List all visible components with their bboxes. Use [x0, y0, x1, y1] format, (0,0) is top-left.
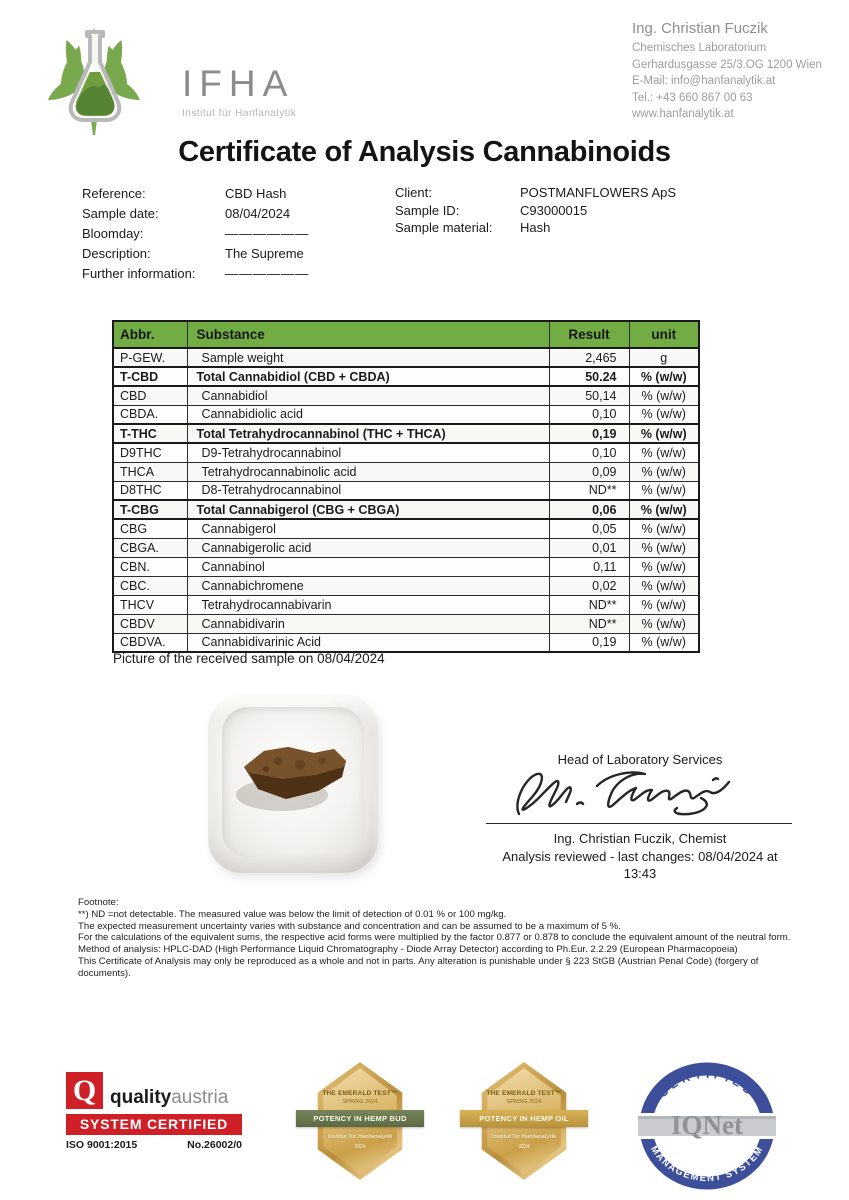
cell-substance: Total Cannabidiol (CBD + CBDA)	[187, 367, 549, 386]
info-row	[395, 202, 725, 220]
cell-abbr: CBG	[113, 519, 187, 538]
cell-substance: Cannabigerolic acid	[187, 538, 549, 557]
cell-result: ND**	[549, 614, 629, 633]
col-header-result: Result	[549, 321, 629, 348]
info-value: ——————	[225, 226, 309, 241]
cell-unit: % (w/w)	[629, 443, 699, 462]
logo-brand-text: IFHA	[182, 63, 295, 104]
emerald-season: SPRING 2024	[506, 1099, 542, 1105]
contact-line: E-Mail: info@hanfanalytik.at	[632, 75, 776, 87]
cell-substance: Cannabidiol	[187, 386, 549, 405]
info-row	[82, 224, 382, 244]
analysis-reviewed-time: 13:43	[623, 866, 657, 881]
cell-result: 50,14	[549, 386, 629, 405]
qa-brand-light: austria	[171, 1087, 229, 1108]
cell-substance: Tetrahydrocannabinolic acid	[187, 462, 549, 481]
cell-substance: D9-Tetrahydrocannabinol	[187, 443, 549, 462]
cell-unit: % (w/w)	[629, 367, 699, 386]
cell-result: 0,11	[549, 557, 629, 576]
cell-result: 0,10	[549, 405, 629, 424]
cell-abbr: D8THC	[113, 481, 187, 500]
contact-line: Chemisches Laboratorium	[632, 42, 767, 54]
table-row	[113, 443, 699, 462]
iqnet-seal-icon	[618, 1058, 796, 1198]
cell-abbr: THCA	[113, 462, 187, 481]
cell-substance: Sample weight	[187, 348, 549, 367]
cannabis-leaf-flask-icon	[32, 24, 312, 136]
hash-sample-image	[230, 737, 356, 821]
col-header-abbr: Abbr.	[113, 321, 187, 348]
table-row	[113, 538, 699, 557]
info-label: Bloomday:	[82, 226, 144, 241]
cell-result: 0,06	[549, 500, 629, 519]
cell-result: 0,01	[549, 538, 629, 557]
info-label: Description:	[82, 246, 151, 261]
picture-caption: Picture of the received sample on 08/04/2024	[113, 651, 385, 666]
cell-result: ND**	[549, 595, 629, 614]
contact-line: www.hanfanalytik.at	[632, 108, 734, 120]
qa-system-certified-banner: SYSTEM CERTIFIED	[66, 1114, 242, 1135]
contact-line: Tel.: +43 660 867 00 63	[632, 91, 753, 104]
cell-unit: % (w/w)	[629, 519, 699, 538]
cell-abbr: CBD	[113, 386, 187, 405]
info-value: Hash	[520, 220, 551, 235]
table-row	[113, 462, 699, 481]
qa-cert-number: No.26002/0	[187, 1139, 242, 1151]
contact-line: Gerhardusgasse 25/3.OG 1200 Wien	[632, 58, 822, 71]
cell-abbr: CBC.	[113, 576, 187, 595]
cell-abbr: P-GEW.	[113, 348, 187, 367]
emerald-test-oil-badge	[456, 1058, 592, 1198]
info-label: Sample date:	[82, 206, 159, 221]
col-header-unit: unit	[629, 321, 699, 348]
cell-result: 2,465	[549, 348, 629, 367]
cell-substance: Tetrahydrocannabivarin	[187, 595, 549, 614]
table-row	[113, 519, 699, 538]
cell-abbr: T-THC	[113, 424, 187, 443]
emerald-title: THE EMERALD TEST™	[322, 1090, 398, 1097]
info-value: CBD Hash	[225, 186, 287, 201]
cell-unit: % (w/w)	[629, 405, 699, 424]
cell-abbr: CBN.	[113, 557, 187, 576]
table-row	[113, 405, 699, 424]
sample-photo	[208, 695, 378, 873]
cell-abbr: CBDVA.	[113, 633, 187, 652]
iqnet-badge	[618, 1058, 796, 1200]
info-row	[82, 204, 382, 224]
cell-unit: % (w/w)	[629, 557, 699, 576]
cell-unit: % (w/w)	[629, 595, 699, 614]
info-row	[82, 184, 382, 204]
table-header-row	[113, 321, 699, 348]
cell-substance: Total Cannabigerol (CBG + CBGA)	[187, 500, 549, 519]
info-label: Further information:	[82, 266, 196, 281]
cell-abbr: T-CBD	[113, 367, 187, 386]
emerald-title: THE EMERALD TEST™	[486, 1090, 562, 1097]
iqnet-management-text: MANAGEMENT SYSTEM	[647, 1144, 767, 1185]
cell-abbr: T-CBG	[113, 500, 187, 519]
results-table	[112, 320, 700, 653]
table-row	[113, 424, 699, 443]
cell-substance: Cannabidiolic acid	[187, 405, 549, 424]
cell-result: 0,02	[549, 576, 629, 595]
table-row	[113, 633, 699, 652]
footnote-line: The expected measurement uncertainty varies with substance and concentration and can be assumed to be a maximum of 5 %.	[78, 920, 621, 932]
cell-abbr: CBDA.	[113, 405, 187, 424]
emerald-season: SPRING 2024	[342, 1099, 378, 1105]
info-label: Reference:	[82, 186, 146, 201]
analysis-reviewed-text: Analysis reviewed - last changes: 08/04/2024 at	[502, 849, 778, 864]
cell-unit: % (w/w)	[629, 386, 699, 405]
cell-abbr: THCV	[113, 595, 187, 614]
quality-austria-badge	[66, 1072, 242, 1151]
cell-unit: % (w/w)	[629, 576, 699, 595]
cell-unit: % (w/w)	[629, 500, 699, 519]
emerald-year: 2024	[518, 1144, 530, 1150]
signature-role: Head of Laboratory Services	[557, 752, 723, 767]
footnote-line: For the calculations of the equivalent sums, the respective acid forms were multiplied by the factor 0.877 or 0.878 to conclude the equivalent amount of the neutral form.	[78, 932, 791, 944]
emerald-year: 2024	[354, 1144, 366, 1150]
table-row	[113, 595, 699, 614]
info-label: Sample material:	[395, 220, 493, 235]
info-value: C93000015	[520, 202, 588, 218]
col-header-substance: Substance	[187, 321, 549, 348]
cell-abbr: CBDV	[113, 614, 187, 633]
emerald-ribbon-oil: POTENCY IN HEMP OIL	[460, 1110, 588, 1127]
emerald-institute: Institut für Hanfanalytik	[327, 1134, 393, 1140]
quality-austria-logo	[66, 1072, 242, 1109]
logo-subtitle-text: Institut für Hanfanalytik	[182, 108, 297, 119]
cell-substance: Cannabinol	[187, 557, 549, 576]
footnote-line: **) ND =not detectable. The measured value was below the limit of detection of 0.01 % or 100 mg/kg.	[78, 908, 507, 920]
cell-substance: Cannabidivarin	[187, 614, 549, 633]
sample-info-left	[82, 184, 382, 284]
iqnet-certified-text: CERTIFIED	[655, 1066, 759, 1101]
cell-substance: Cannabichromene	[187, 576, 549, 595]
table-row	[113, 614, 699, 633]
sample-info-right	[395, 184, 725, 237]
info-row	[395, 184, 725, 202]
cell-result: 50.24	[549, 367, 629, 386]
page-title: Certificate of Analysis Cannabinoids	[178, 136, 671, 168]
table-row	[113, 367, 699, 386]
table-row	[113, 576, 699, 595]
table-row	[113, 500, 699, 519]
footnote-block	[78, 897, 796, 980]
signature-image	[505, 762, 773, 822]
info-label: Sample ID:	[395, 202, 460, 218]
iqnet-wordmark: IQNet	[671, 1110, 743, 1140]
info-row	[82, 244, 382, 264]
emerald-institute: Institut für Hanfanalytik	[491, 1134, 557, 1140]
contact-name: Ing. Christian Fuczik	[632, 20, 768, 37]
emerald-ribbon-bud: POTENCY IN HEMP BUD	[296, 1110, 424, 1127]
info-value: 08/04/2024	[225, 206, 291, 221]
cell-unit: % (w/w)	[629, 481, 699, 500]
cell-result: 0,19	[549, 633, 629, 652]
emerald-test-bud-badge	[292, 1058, 428, 1198]
info-label: Client:	[395, 185, 432, 200]
cell-result: 0,05	[549, 519, 629, 538]
info-value: The Supreme	[225, 246, 304, 261]
table-row	[113, 557, 699, 576]
cell-unit: % (w/w)	[629, 633, 699, 652]
cell-substance: D8-Tetrahydrocannabinol	[187, 481, 549, 500]
ifha-logo	[32, 24, 312, 136]
info-row	[395, 219, 725, 237]
qa-iso-number: ISO 9001:2015	[66, 1139, 138, 1151]
cell-substance: Cannabidivarinic Acid	[187, 633, 549, 652]
qa-brand-bold: quality	[110, 1087, 172, 1108]
info-value: POSTMANFLOWERS ApS	[520, 185, 677, 200]
table-row	[113, 386, 699, 405]
table-row	[113, 348, 699, 367]
cell-unit: g	[629, 348, 699, 367]
cell-result: ND**	[549, 481, 629, 500]
certification-badges	[0, 1058, 849, 1200]
info-row	[82, 264, 382, 284]
table-row	[113, 481, 699, 500]
cell-unit: % (w/w)	[629, 538, 699, 557]
cell-result: 0,10	[549, 443, 629, 462]
cell-substance: Total Tetrahydrocannabinol (THC + THCA)	[187, 424, 549, 443]
cell-unit: % (w/w)	[629, 614, 699, 633]
cell-abbr: CBGA.	[113, 538, 187, 557]
footnote-line: Footnote:	[78, 897, 119, 908]
signer-name: Ing. Christian Fuczik, Chemist	[553, 831, 727, 846]
lab-contact-block	[632, 20, 842, 123]
cell-unit: % (w/w)	[629, 462, 699, 481]
signature-line	[486, 823, 792, 824]
quality-austria-q-icon: Q	[66, 1072, 103, 1109]
cell-substance: Cannabigerol	[187, 519, 549, 538]
svg-text:MANAGEMENT SYSTEM	[648, 1144, 766, 1184]
cell-unit: % (w/w)	[629, 424, 699, 443]
footnote-line: Method of analysis: HPLC-DAD (High Performance Liquid Chromatography - Diode Array Detector) according to Ph.Eur. 2.2.29 (European Pharmacopoeia)	[78, 944, 738, 956]
cell-result: 0,19	[549, 424, 629, 443]
info-value: ——————	[225, 266, 309, 281]
contact-lines	[632, 40, 842, 123]
footnote-line: This Certificate of Analysis may only be reproduced as a whole and not in parts. Any alteration is punishable under § 223 StGB (Austrian Penal Code) (forgery of documents).	[78, 955, 759, 979]
cell-result: 0,09	[549, 462, 629, 481]
cell-abbr: D9THC	[113, 443, 187, 462]
svg-text:CERTIFIED	[655, 1067, 758, 1101]
